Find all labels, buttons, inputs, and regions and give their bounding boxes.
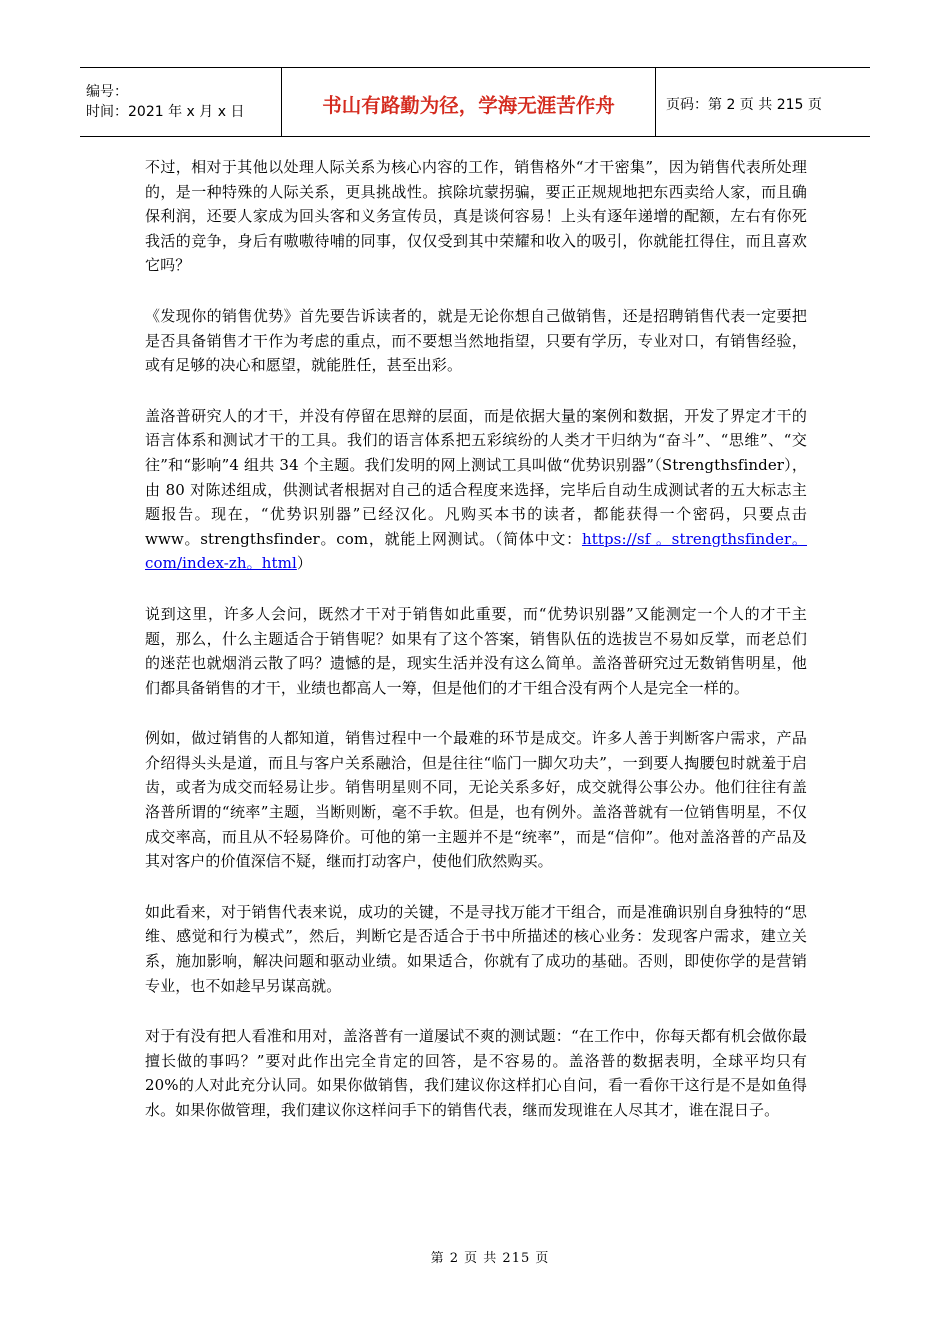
header-meta [80, 68, 282, 136]
paragraph-2: 《发现你的销售优势》首先要告诉读者的，就是无论你想自己做销售，还是招聘销售代表一定要把是否具备销售才干作为考虑的重点，而不要想当然地指望，只要有学历，专业对口，有销售经验，或有足够的决心和愿望，就能胜任，甚至出彩。 [145, 306, 807, 375]
paragraph-3-suffix: ） [296, 554, 312, 573]
header-motto-cell [282, 68, 656, 136]
paragraph-4: 说到这里，许多人会问，既然才干对于销售如此重要，而“优势识别器”又能测定一个人的才干主题，那么，什么主题适合于销售呢？如果有了这个答案，销售队伍的选拔岂不易如反掌，而老总们的迷茫也就烟消云散了吗？遗憾的是，现实生活并没有这么简单。盖洛普研究过无数销售明星，他们都具备销售的才干，业绩也都高人一筹，但是他们的才干组合没有两个人是完全一样的。 [145, 604, 807, 697]
paragraph-5: 例如，做过销售的人都知道，销售过程中一个最难的环节是成交。许多人善于判断客户需求，产品介绍得头头是道，而且与客户关系融洽，但是往往“临门一脚欠功夫”，一到要人掏腰包时就羞于启齿，或者为成交而轻易让步。销售明星则不同，无论关系多好，成交就得公事公办。他们往往有盖洛普所谓的“统率”主题，当断则断，毫不手软。但是，也有例外。盖洛普就有一位销售明星，不仅成交率高，而且从不轻易降价。可他的第一主题并不是“统率”，而是“信仰”。他对盖洛普的产品及其对客户的价值深信不疑，继而打动客户，使他们欣然购买。 [145, 729, 807, 871]
page-header [80, 67, 870, 137]
paragraph-6: 如此看来，对于销售代表来说，成功的关键，不是寻找万能才干组合，而是准确识别自身独特的“思维、感觉和行为模式”，然后，判断它是否适合于书中所描述的核心业务：发现客户需求，建立关系，施加影响，解决问题和驱动业绩。如果适合，你就有了成功的基础。否则，即使你学的是营销专业，也不如趁早另谋高就。 [145, 902, 807, 995]
header-date-label: 时间：2021 年 x 月 x 日 [86, 104, 245, 120]
paragraph-7: 对于有没有把人看准和用对，盖洛普有一道屡试不爽的测试题：“在工作中，你每天都有机会做你最擅长做的事吗？”要对此作出完全肯定的回答，是不容易的。盖洛普的数据表明，全球平均只有 20%的人对此充分认同。如果你做销售，我们建议你这样扪心自问，看一看你干这行是不是如鱼得水。如果你做管理，我们建议你这样问手下的销售代表，继而发现谁在人尽其才，谁在混日子。 [145, 1027, 807, 1119]
paragraph-3 [145, 404, 807, 576]
paragraph-3-text: 盖洛普研究人的才干，并没有停留在思辩的层面，而是依据大量的案例和数据，开发了界定才干的语言体系和测试才干的工具。我们的语言体系把五彩缤纷的人类才干归纳为“奋斗”、“思维”、“交往”和“影响”4 组共 34 个主题。我们发明的网上测试工具叫做“优势识别器”（Strengthsfinder），由 80 对陈述组成，供测试者根据对自己的适合程度来选择，完毕后自动生成测试者的五大标志主题报告。现在，“优势识别器”已经汉化。凡购买本书的读者，都能获得一个密码，只要点击 www。strengthsfinder。com，就能上网测试。（简体中文： [145, 406, 807, 548]
document-body [145, 155, 807, 1149]
header-number-label: 编号： [86, 84, 128, 100]
header-page-info-cell [656, 68, 870, 136]
strengthsfinder-link[interactable]: https://sf 。strengthsfinder。com/index-zh。html [145, 529, 807, 573]
header-motto: 书山有路勤为径，学海无涯苦作舟 [322, 94, 615, 117]
header-page-info: 页码：第 2 页 共 215 页 [666, 97, 822, 113]
paragraph-1: 不过，相对于其他以处理人际关系为核心内容的工作，销售格外“才干密集”，因为销售代表所处理的，是一种特殊的人际关系，更具挑战性。摈除坑蒙拐骗，要正正规规地把东西卖给人家，而且确保利润，还要人家成为回头客和义务宣传员，真是谈何容易！上头有逐年递增的配额，左右有你死我活的竞争，身后有嗷嗷待哺的同事，仅仅受到其中荣耀和收入的吸引，你就能扛得住，而且喜欢它吗？ [145, 158, 807, 275]
page-footer: 第 2 页 共 215 页 [430, 1251, 550, 1266]
